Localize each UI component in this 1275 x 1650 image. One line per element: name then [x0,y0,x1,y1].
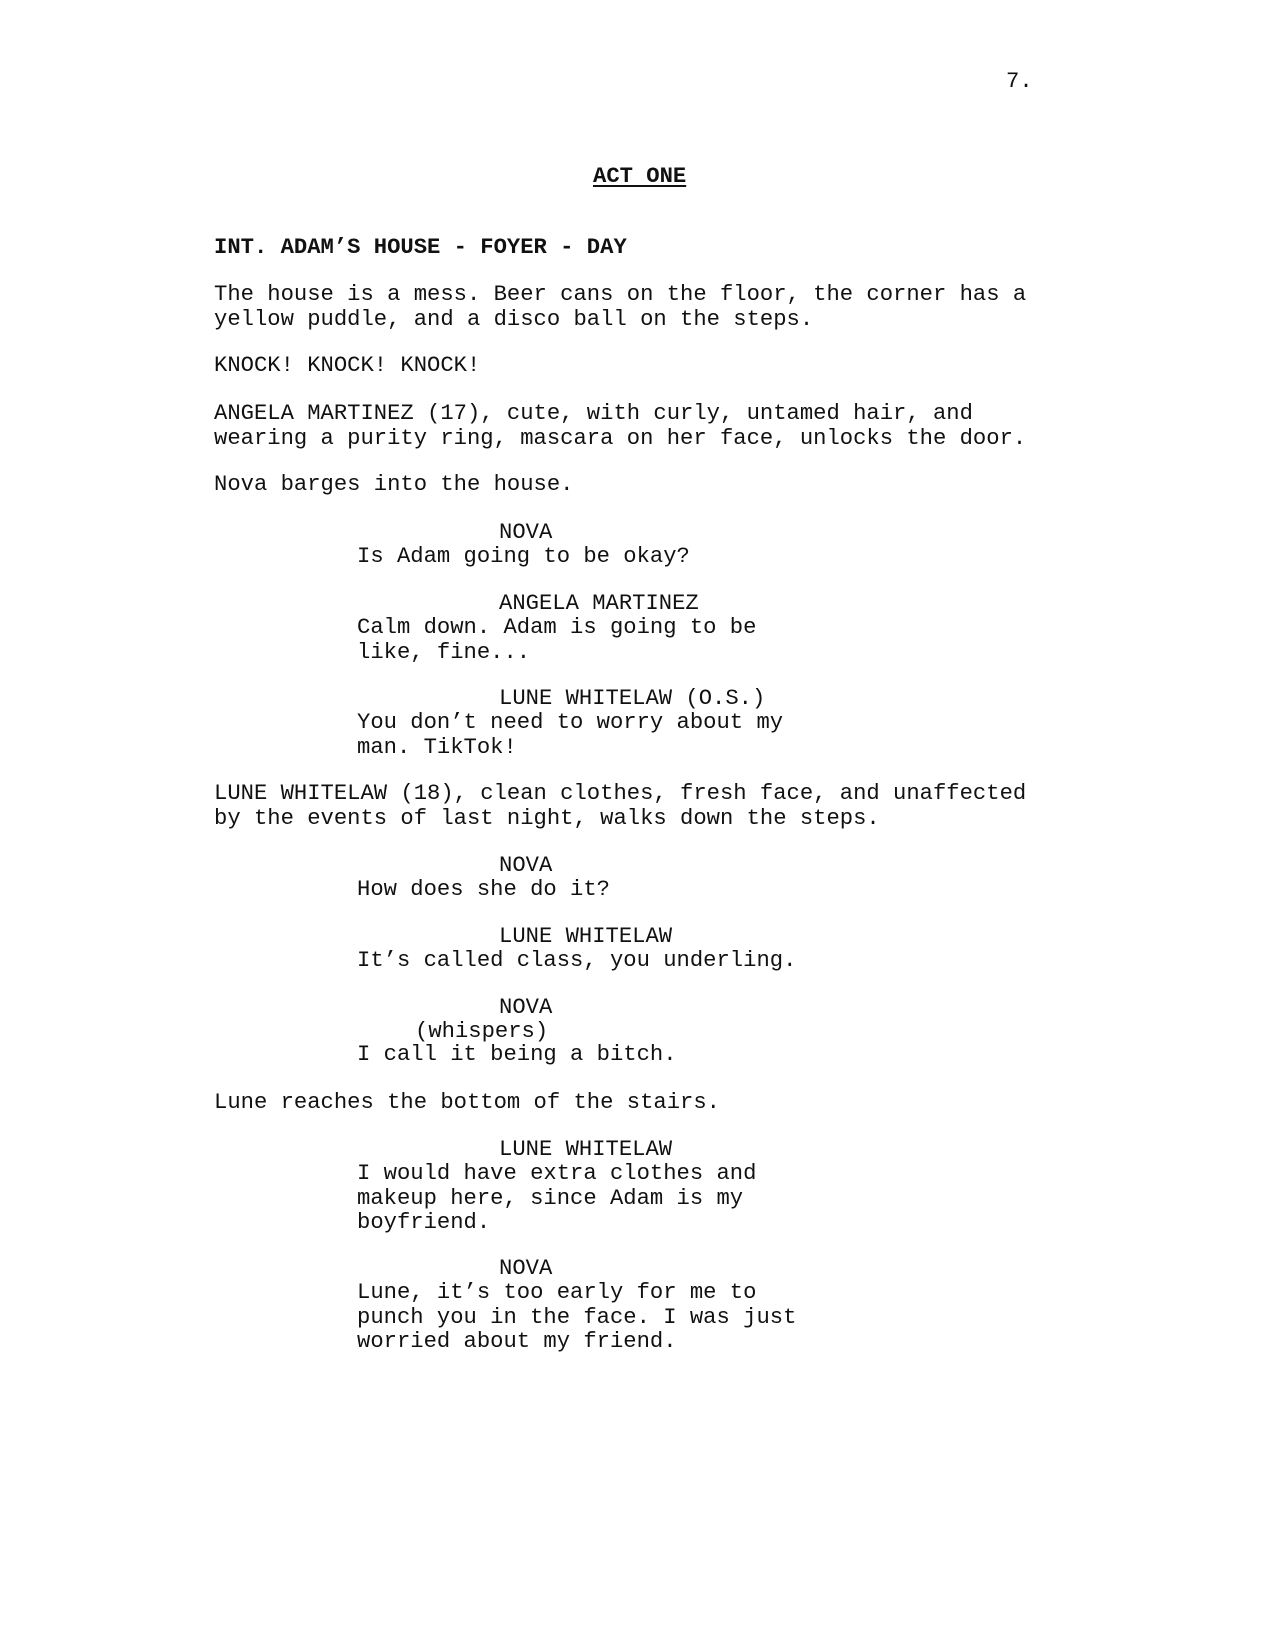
dialogue-line: Is Adam going to be okay? [357,544,690,569]
character-name: LUNE WHITELAW [499,1137,673,1162]
act-heading: ACT ONE [593,164,687,189]
dialogue-line: You don’t need to worry about my man. TikTok! [357,710,784,760]
character-name: LUNE WHITELAW (O.S.) [499,686,766,711]
dialogue-line: I call it being a bitch. [357,1042,677,1067]
action-line: ANGELA MARTINEZ (17), cute, with curly, untamed hair, and wearing a purity ring, mascara on her face, unlocks the door. [214,401,1027,451]
character-name: NOVA [499,853,553,878]
character-name: NOVA [499,995,553,1020]
dialogue-line: It’s called class, you underling. [357,948,797,973]
character-name: ANGELA MARTINEZ [499,591,699,616]
character-name: NOVA [499,520,553,545]
action-line: Lune reaches the bottom of the stairs. [214,1090,720,1115]
parenthetical: (whispers) [415,1019,549,1044]
dialogue-line: Calm down. Adam is going to be like, fine... [357,615,757,665]
dialogue-line: How does she do it? [357,877,610,902]
character-name: NOVA [499,1256,553,1281]
dialogue-line: I would have extra clothes and makeup here, since Adam is my boyfriend. [357,1161,757,1235]
action-line: KNOCK! KNOCK! KNOCK! [214,353,481,378]
action-line: The house is a mess. Beer cans on the floor, the corner has a yellow puddle, and a disco ball on the steps. [214,282,1027,332]
dialogue-line: Lune, it’s too early for me to punch you in the face. I was just worried about my friend. [357,1280,797,1354]
action-line: LUNE WHITELAW (18), clean clothes, fresh face, and unaffected by the events of last night, walks down the steps. [214,781,1027,831]
action-line: Nova barges into the house. [214,472,574,497]
scene-heading: INT. ADAM’S HOUSE - FOYER - DAY [214,235,627,260]
page-number: 7. [1006,69,1033,94]
character-name: LUNE WHITELAW [499,924,673,949]
